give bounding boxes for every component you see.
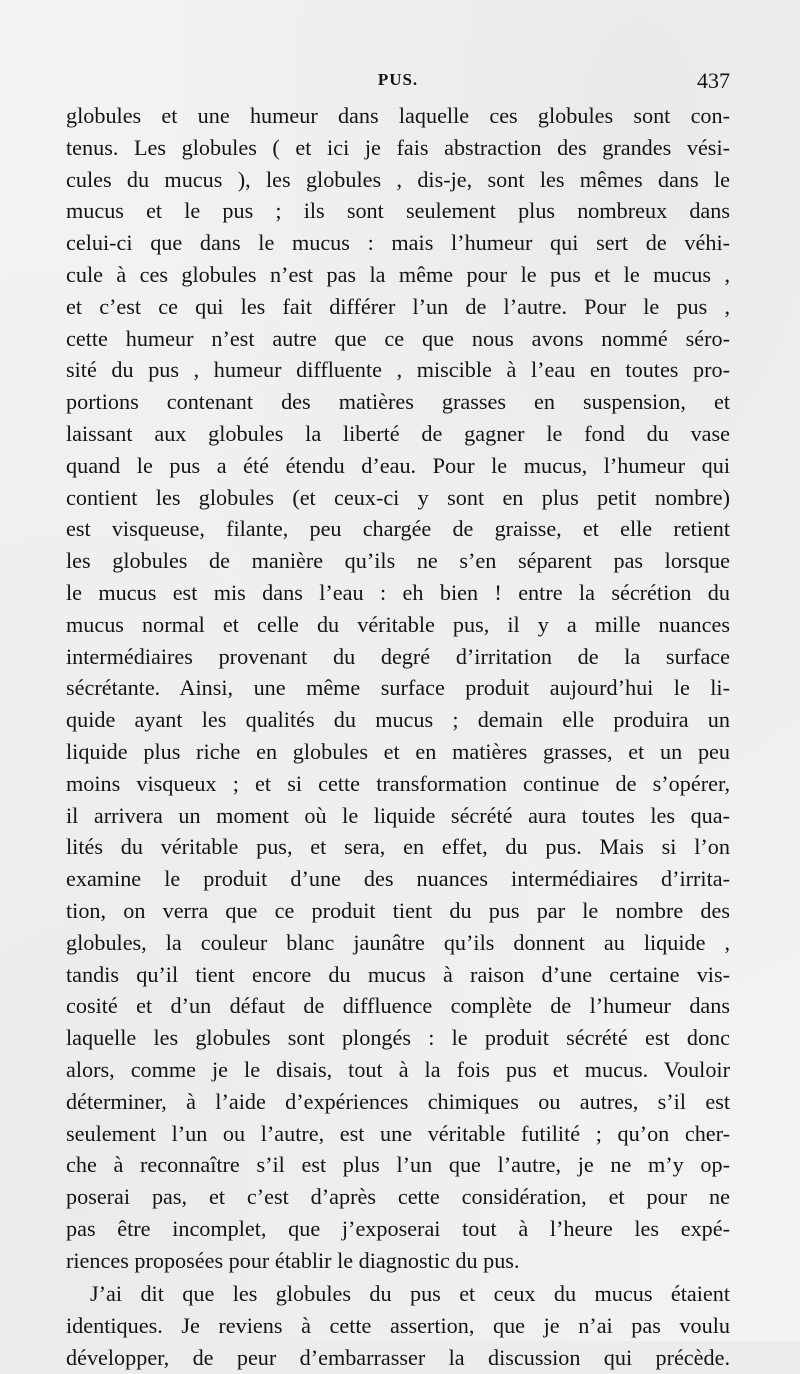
text-line: moins visqueux ; et si cette transformation continue de s’opérer, bbox=[66, 770, 730, 796]
page-number: 437 bbox=[697, 68, 730, 93]
text-line: che à reconnaître s’il est plus l’un que l’autre, je ne m’y op- bbox=[66, 1152, 730, 1178]
text-line: et c’est ce qui les fait différer l’un de l’autre. Pour le pus , bbox=[66, 293, 730, 319]
text-line: quand le pus a été étendu d’eau. Pour le mucus, l’humeur qui bbox=[66, 452, 730, 478]
text-line: il arrivera un moment où le liquide sécrété aura toutes les qua- bbox=[66, 802, 730, 828]
text-line: globules, la couleur blanc jaunâtre qu’ils donnent au liquide , bbox=[66, 929, 730, 955]
text-line: laissant aux globules la liberté de gagner le fond du vase bbox=[66, 420, 730, 446]
text-line: mucus et le pus ; ils sont seulement plus nombreux dans bbox=[66, 198, 730, 224]
text-line: les globules de manière qu’ils ne s’en séparent pas lorsque bbox=[66, 548, 730, 574]
text-line: lités du véritable pus, et sera, en effet, du pus. Mais si l’on bbox=[66, 834, 730, 860]
running-head bbox=[66, 70, 730, 96]
text-line: déterminer, à l’aide d’expériences chimiques ou autres, s’il est bbox=[66, 1088, 730, 1114]
text-line: sité du pus , humeur diffluente , miscible à l’eau en toutes pro- bbox=[66, 357, 730, 383]
text-line: est visqueuse, filante, peu chargée de graisse, et elle retient bbox=[66, 516, 730, 542]
text-line: identiques. Je reviens à cette assertion, que je n’ai pas voulu bbox=[66, 1313, 730, 1339]
text-line: liquide plus riche en globules et en matières grasses, et un peu bbox=[66, 738, 730, 764]
text-line: celui-ci que dans le mucus : mais l’humeur qui sert de véhi- bbox=[66, 230, 730, 256]
text-line: contient les globules (et ceux-ci y sont en plus petit nombre) bbox=[66, 484, 730, 510]
text-line: tandis qu’il tient encore du mucus à raison d’une certaine vis- bbox=[66, 961, 730, 987]
text-line: portions contenant des matières grasses en suspension, et bbox=[66, 389, 730, 415]
paragraph bbox=[66, 100, 730, 1276]
text-line: le mucus est mis dans l’eau : eh bien ! entre la sécrétion du bbox=[66, 579, 730, 605]
text-line: tenus. Les globules ( et ici je fais abstraction des grandes vési- bbox=[66, 134, 730, 160]
body-text bbox=[66, 100, 730, 1374]
text-line: sécrétante. Ainsi, une même surface produit aujourd’hui le li- bbox=[66, 675, 730, 701]
text-line: tion, on verra que ce produit tient du pus par le nombre des bbox=[66, 897, 730, 923]
text-line: poserai pas, et c’est d’après cette considération, et pour ne bbox=[66, 1184, 730, 1210]
text-line: globules et une humeur dans laquelle ces globules sont con- bbox=[66, 103, 730, 128]
text-line: mucus normal et celle du véritable pus, il y a mille nuances bbox=[66, 611, 730, 637]
text-line: développer, de peur d’embarrasser la discussion qui précède. bbox=[66, 1345, 730, 1371]
text-line: riences proposées pour établir le diagnostic du pus. bbox=[66, 1247, 520, 1273]
text-line: laquelle les globules sont plongés : le produit sécrété est donc bbox=[66, 1025, 730, 1051]
text-line: intermédiaires provenant du degré d’irritation de la surface bbox=[66, 643, 730, 669]
text-line: alors, comme je le disais, tout à la fois pus et mucus. Vouloir bbox=[66, 1056, 730, 1082]
text-line: examine le produit d’une des nuances intermédiaires d’irrita- bbox=[66, 866, 730, 892]
paragraph bbox=[66, 1278, 730, 1373]
text-line: cette humeur n’est autre que ce que nous avons nommé séro- bbox=[66, 325, 730, 351]
text-line: cules du mucus ), les globules , dis-je, sont les mêmes dans le bbox=[66, 166, 730, 192]
running-title: PUS. bbox=[377, 70, 419, 89]
text-line: cosité et d’un défaut de diffluence complète de l’humeur dans bbox=[66, 993, 730, 1019]
text-line: quide ayant les qualités du mucus ; demain elle produira un bbox=[66, 707, 730, 733]
text-line: cule à ces globules n’est pas la même pour le pus et le mucus , bbox=[66, 261, 730, 287]
text-line: pas être incomplet, que j’exposerai tout à l’heure les expé- bbox=[66, 1215, 730, 1241]
text-line: J’ai dit que les globules du pus et ceux du mucus étaient bbox=[90, 1281, 730, 1307]
text-line: seulement l’un ou l’autre, est une véritable futilité ; qu’on cher- bbox=[66, 1120, 730, 1146]
